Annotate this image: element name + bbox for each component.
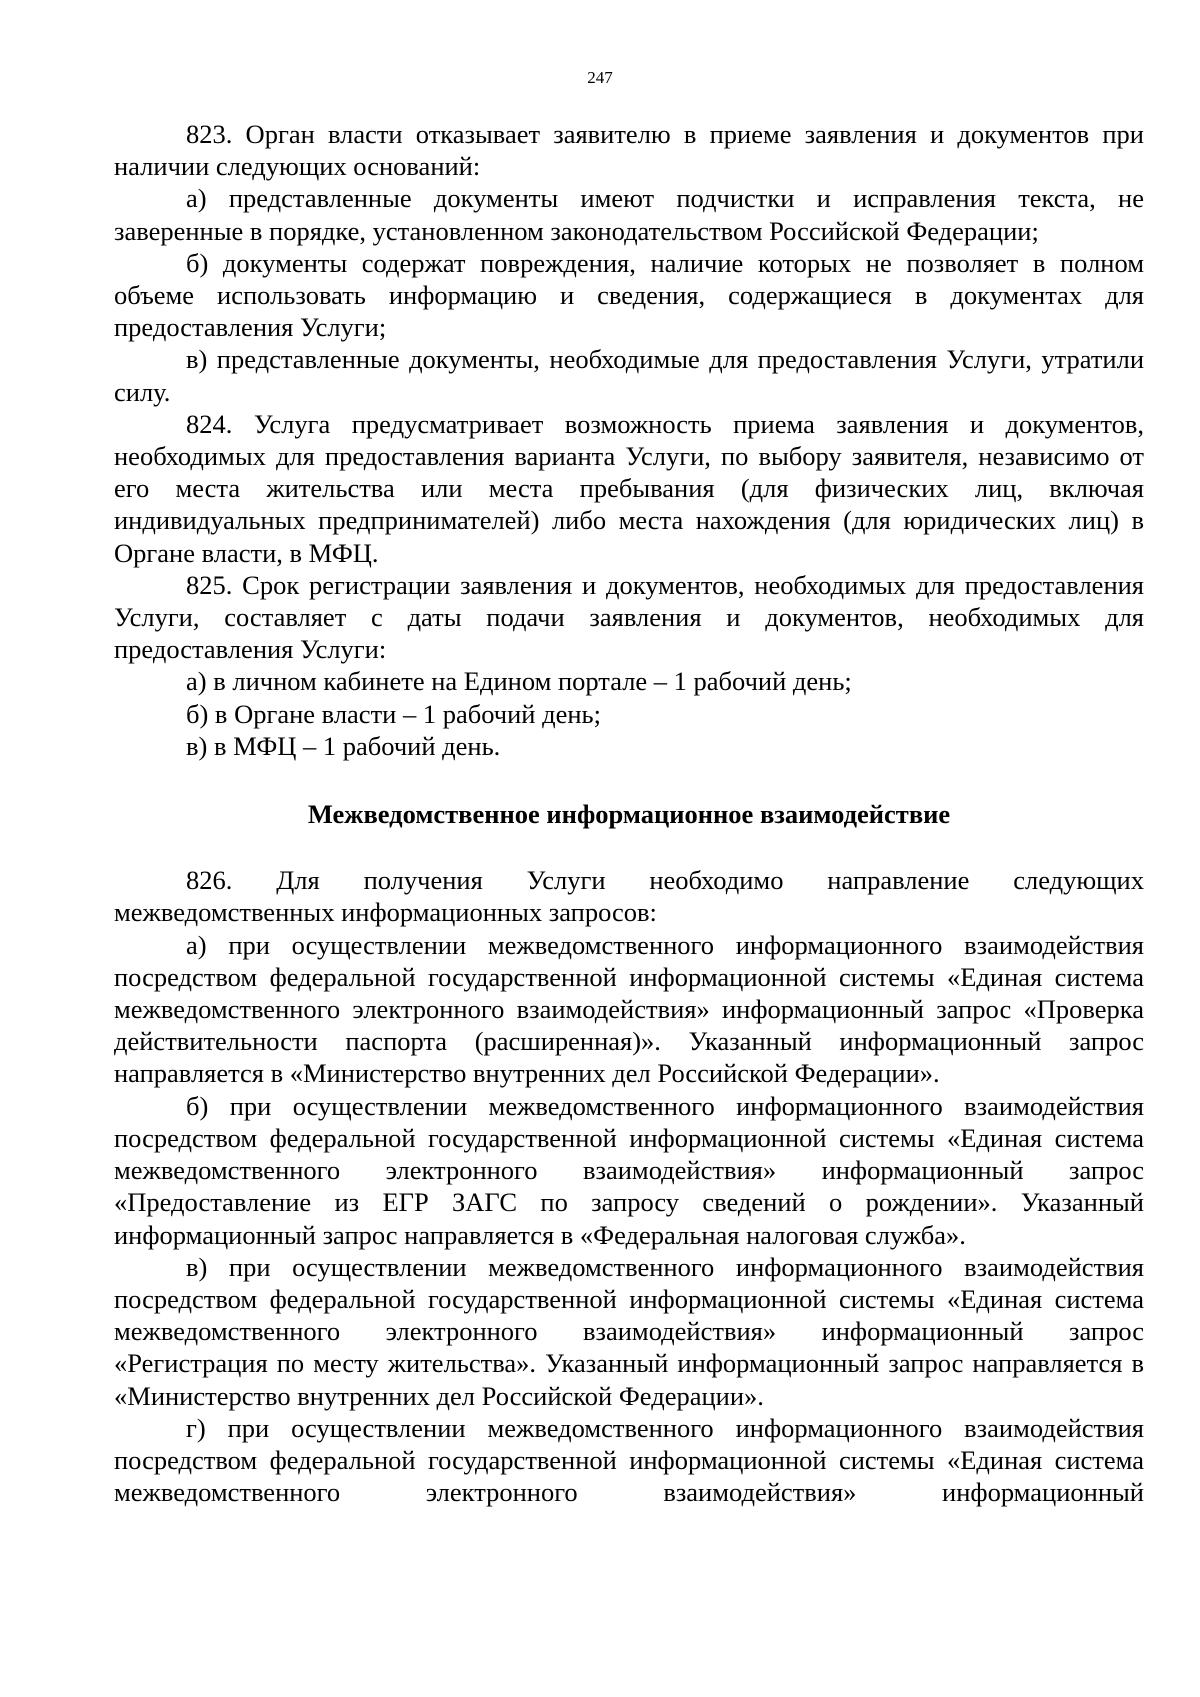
paragraph-826-v: в) при осуществлении межведомственного информационного взаимодействия посредством федеральной государственной информационной системы «Единая система межведомственного электронного взаимодействия» информационный запрос «Регистрация по месту жительства». Указанный информационный запрос направляется в «Министерство внутренних дел Российской Федерации». <box>114 1251 1144 1411</box>
paragraph-825-v: в) в МФЦ – 1 рабочий день. <box>186 730 501 761</box>
paragraph-825-a: а) в личном кабинете на Едином портале – 1 рабочий день; <box>186 666 852 697</box>
paragraph-826: 826. Для получения Услуги необходимо направление следующих межведомственных информационных запросов: <box>114 865 1144 928</box>
document-body <box>114 118 1144 1508</box>
paragraph-826-b: б) при осуществлении межведомственного информационного взаимодействия посредством федеральной государственной информационной системы «Единая система межведомственного электронного взаимодействия» информационный запрос «Предоставление из ЕГР ЗАГС по запросу сведений о рождении». Указанный информационный запрос направляется в «Федеральная налоговая служба». <box>114 1090 1144 1250</box>
paragraph-823-v: в) представленные документы, необходимые для предоставления Услуги, утратили силу. <box>114 344 1144 407</box>
paragraph-826-a: а) при осуществлении межведомственного информационного взаимодействия посредством федеральной государственной информационной системы «Единая система межведомственного электронного взаимодействия» информационный запрос «Проверка действительности паспорта (расширенная)». Указанный информационный запрос направляется в «Министерство внутренних дел Российской Федерации». <box>114 929 1144 1089</box>
paragraph-825-b: б) в Органе власти – 1 рабочий день; <box>186 698 601 729</box>
section-heading: Межведомственное информационное взаимодействие <box>307 799 951 830</box>
paragraph-825: 825. Срок регистрации заявления и документов, необходимых для предоставления Услуги, составляет с даты подачи заявления и документов, необходимых для предоставления Услуги: <box>114 569 1144 665</box>
paragraph-823-b: б) документы содержат повреждения, наличие которых не позволяет в полном объеме использовать информацию и сведения, содержащиеся в документах для предоставления Услуги; <box>114 247 1144 343</box>
paragraph-824: 824. Услуга предусматривает возможность приема заявления и документов, необходимых для предоставления варианта Услуги, по выбору заявителя, независимо от его места жительства или места пребывания (для физических лиц, включая индивидуальных предпринимателей) либо места нахождения (для юридических лиц) в Органе власти, в МФЦ. <box>114 408 1144 568</box>
paragraph-823: 823. Орган власти отказывает заявителю в приеме заявления и документов при наличии следующих оснований: <box>114 119 1144 182</box>
paragraph-826-g: г) при осуществлении межведомственного информационного взаимодействия посредством федеральной государственной информационной системы «Единая система межведомственного электронного взаимодействия» информационный <box>114 1412 1144 1508</box>
paragraph-823-a: а) представленные документы имеют подчистки и исправления текста, не заверенные в порядке, установленном законодательством Российской Федерации; <box>114 183 1144 246</box>
page-number: 247 <box>587 68 613 87</box>
